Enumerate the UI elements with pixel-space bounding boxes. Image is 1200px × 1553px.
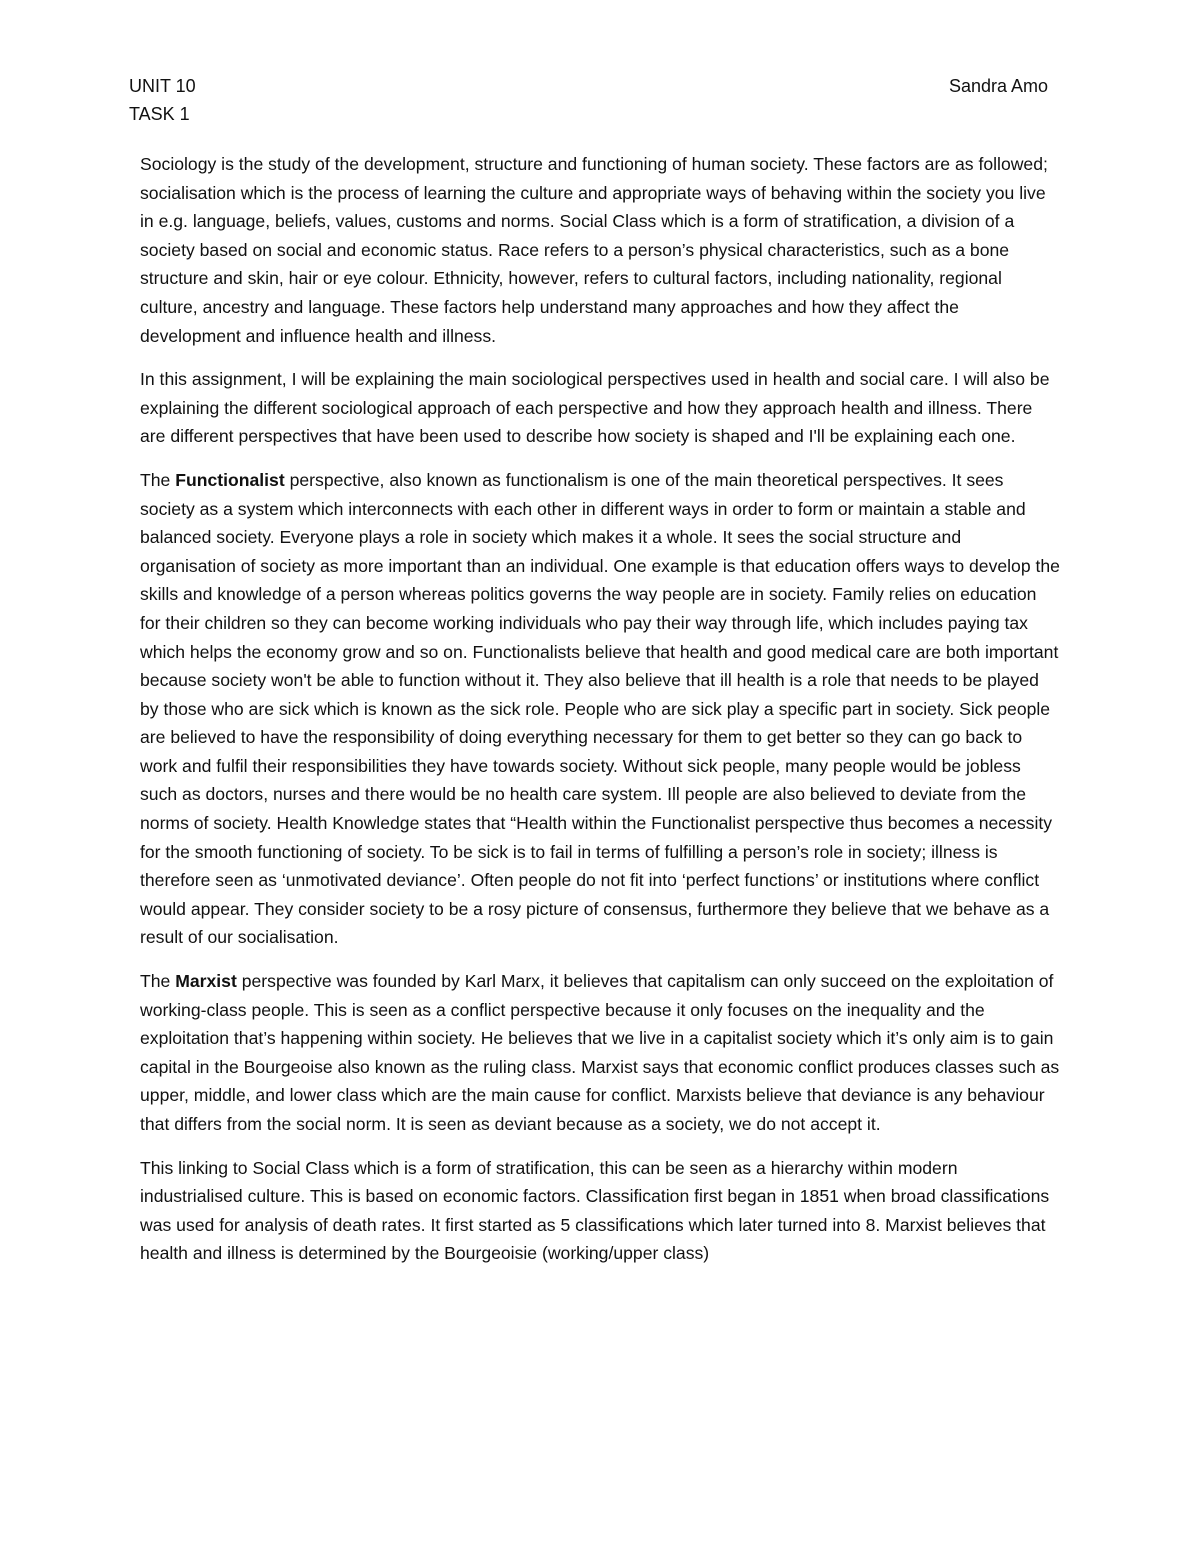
paragraph-assignment-overview: In this assignment, I will be explaining the main sociological perspectives used in health and social care. I will also be explaining the different sociological approach of each perspective and how they approach health and illness. There are different perspectives that have been used to describe how society is shaped and I'll be explaining each one. (140, 369, 1050, 447)
paragraph-introduction: Sociology is the study of the development, structure and functioning of human society. These factors are as followed; socialisation which is the process of learning the culture and appropriate ways of behaving within the society you live in e.g. language, beliefs, values, customs and norms. Social Class which is a form of stratification, a division of a society based on social and economic status. Race refers to a person’s physical characteristics, such as a bone structure and skin, hair or eye colour. Ethnicity, however, refers to cultural factors, including nationality, regional culture, ancestry and language. These factors help understand many approaches and how they affect the development and influence health and illness. (140, 154, 1048, 346)
paragraph-functionalist (140, 466, 1060, 952)
task-label: TASK 1 (129, 104, 190, 124)
paragraph-body-text: perspective, also known as functionalism is one of the main theoretical perspectives. It sees society as a system which interconnects with each other in different ways in order to form or maintain a stable and balanced society. Everyone plays a role in society which makes it a whole. It sees the social structure and organisation of society as more important than an individual. One example is that education offers ways to develop the skills and knowledge of a person whereas politics governs the way people are in society. Family relies on education for their children so they can become working individuals who pay their way through life, which includes paying tax which helps the economy grow and so on. Functionalists believe that health and good medical care are both important because society won't be able to function without it. They also believe that ill health is a role that needs to be played by those who are sick which is known as the sick role. People who are sick play a specific part in society. Sick people are believed to have the responsibility of doing everything necessary for them to get better so they can go back to work and fulfil their responsibilities they have towards society. Without sick people, many people would be jobless such as doctors, nurses and there would be no health care system. Ill people are also believed to deviate from the norms of society. Health Knowledge states that “Health within the Functionalist perspective thus becomes a necessity for the smooth functioning of society. To be sick is to fail in terms of fulfilling a person’s role in society; illness is therefore seen as ‘unmotivated deviance’. Often people do not fit into ‘perfect functions’ or institutions where conflict would appear. They consider society to be a rosy picture of consensus, furthermore they believe that we behave as a result of our socialisation. (140, 469, 1060, 948)
paragraph-social-class: This linking to Social Class which is a form of stratification, this can be seen as a hierarchy within modern industrialised culture. This is based on economic factors. Classification first began in 1851 when broad classifications was used for analysis of death rates. It first started as 5 classifications which later turned into 8. Marxist believes that health and illness is determined by the Bourgeoisie (working/upper class) (140, 1157, 1050, 1264)
document-body (140, 150, 1060, 1283)
paragraph-marxist (140, 967, 1060, 1139)
functionalist-term: Functionalist (175, 469, 285, 490)
marxist-term: Marxist (175, 971, 237, 992)
author-name: Sandra Amo (948, 76, 1048, 96)
unit-label: UNIT 10 (129, 76, 196, 96)
header-left (129, 72, 196, 128)
paragraph-lead-text: The (140, 971, 176, 992)
paragraph-body-text: perspective was founded by Karl Marx, it believes that capitalism can only succeed on the exploitation of working-class people. This is seen as a conflict perspective because it only focuses on the inequality and the exploitation that’s happening within society. He believes that we live in a capitalist society which it’s only aim is to gain capital in the Bourgeoise also known as the ruling class. Marxist says that economic conflict produces classes such as upper, middle, and lower class which are the main cause for conflict. Marxists believe that deviance is any behaviour that differs from the social norm. It is seen as deviant because as a society, we do not accept it. (140, 971, 1060, 1134)
paragraph-lead-text: The (140, 469, 176, 490)
